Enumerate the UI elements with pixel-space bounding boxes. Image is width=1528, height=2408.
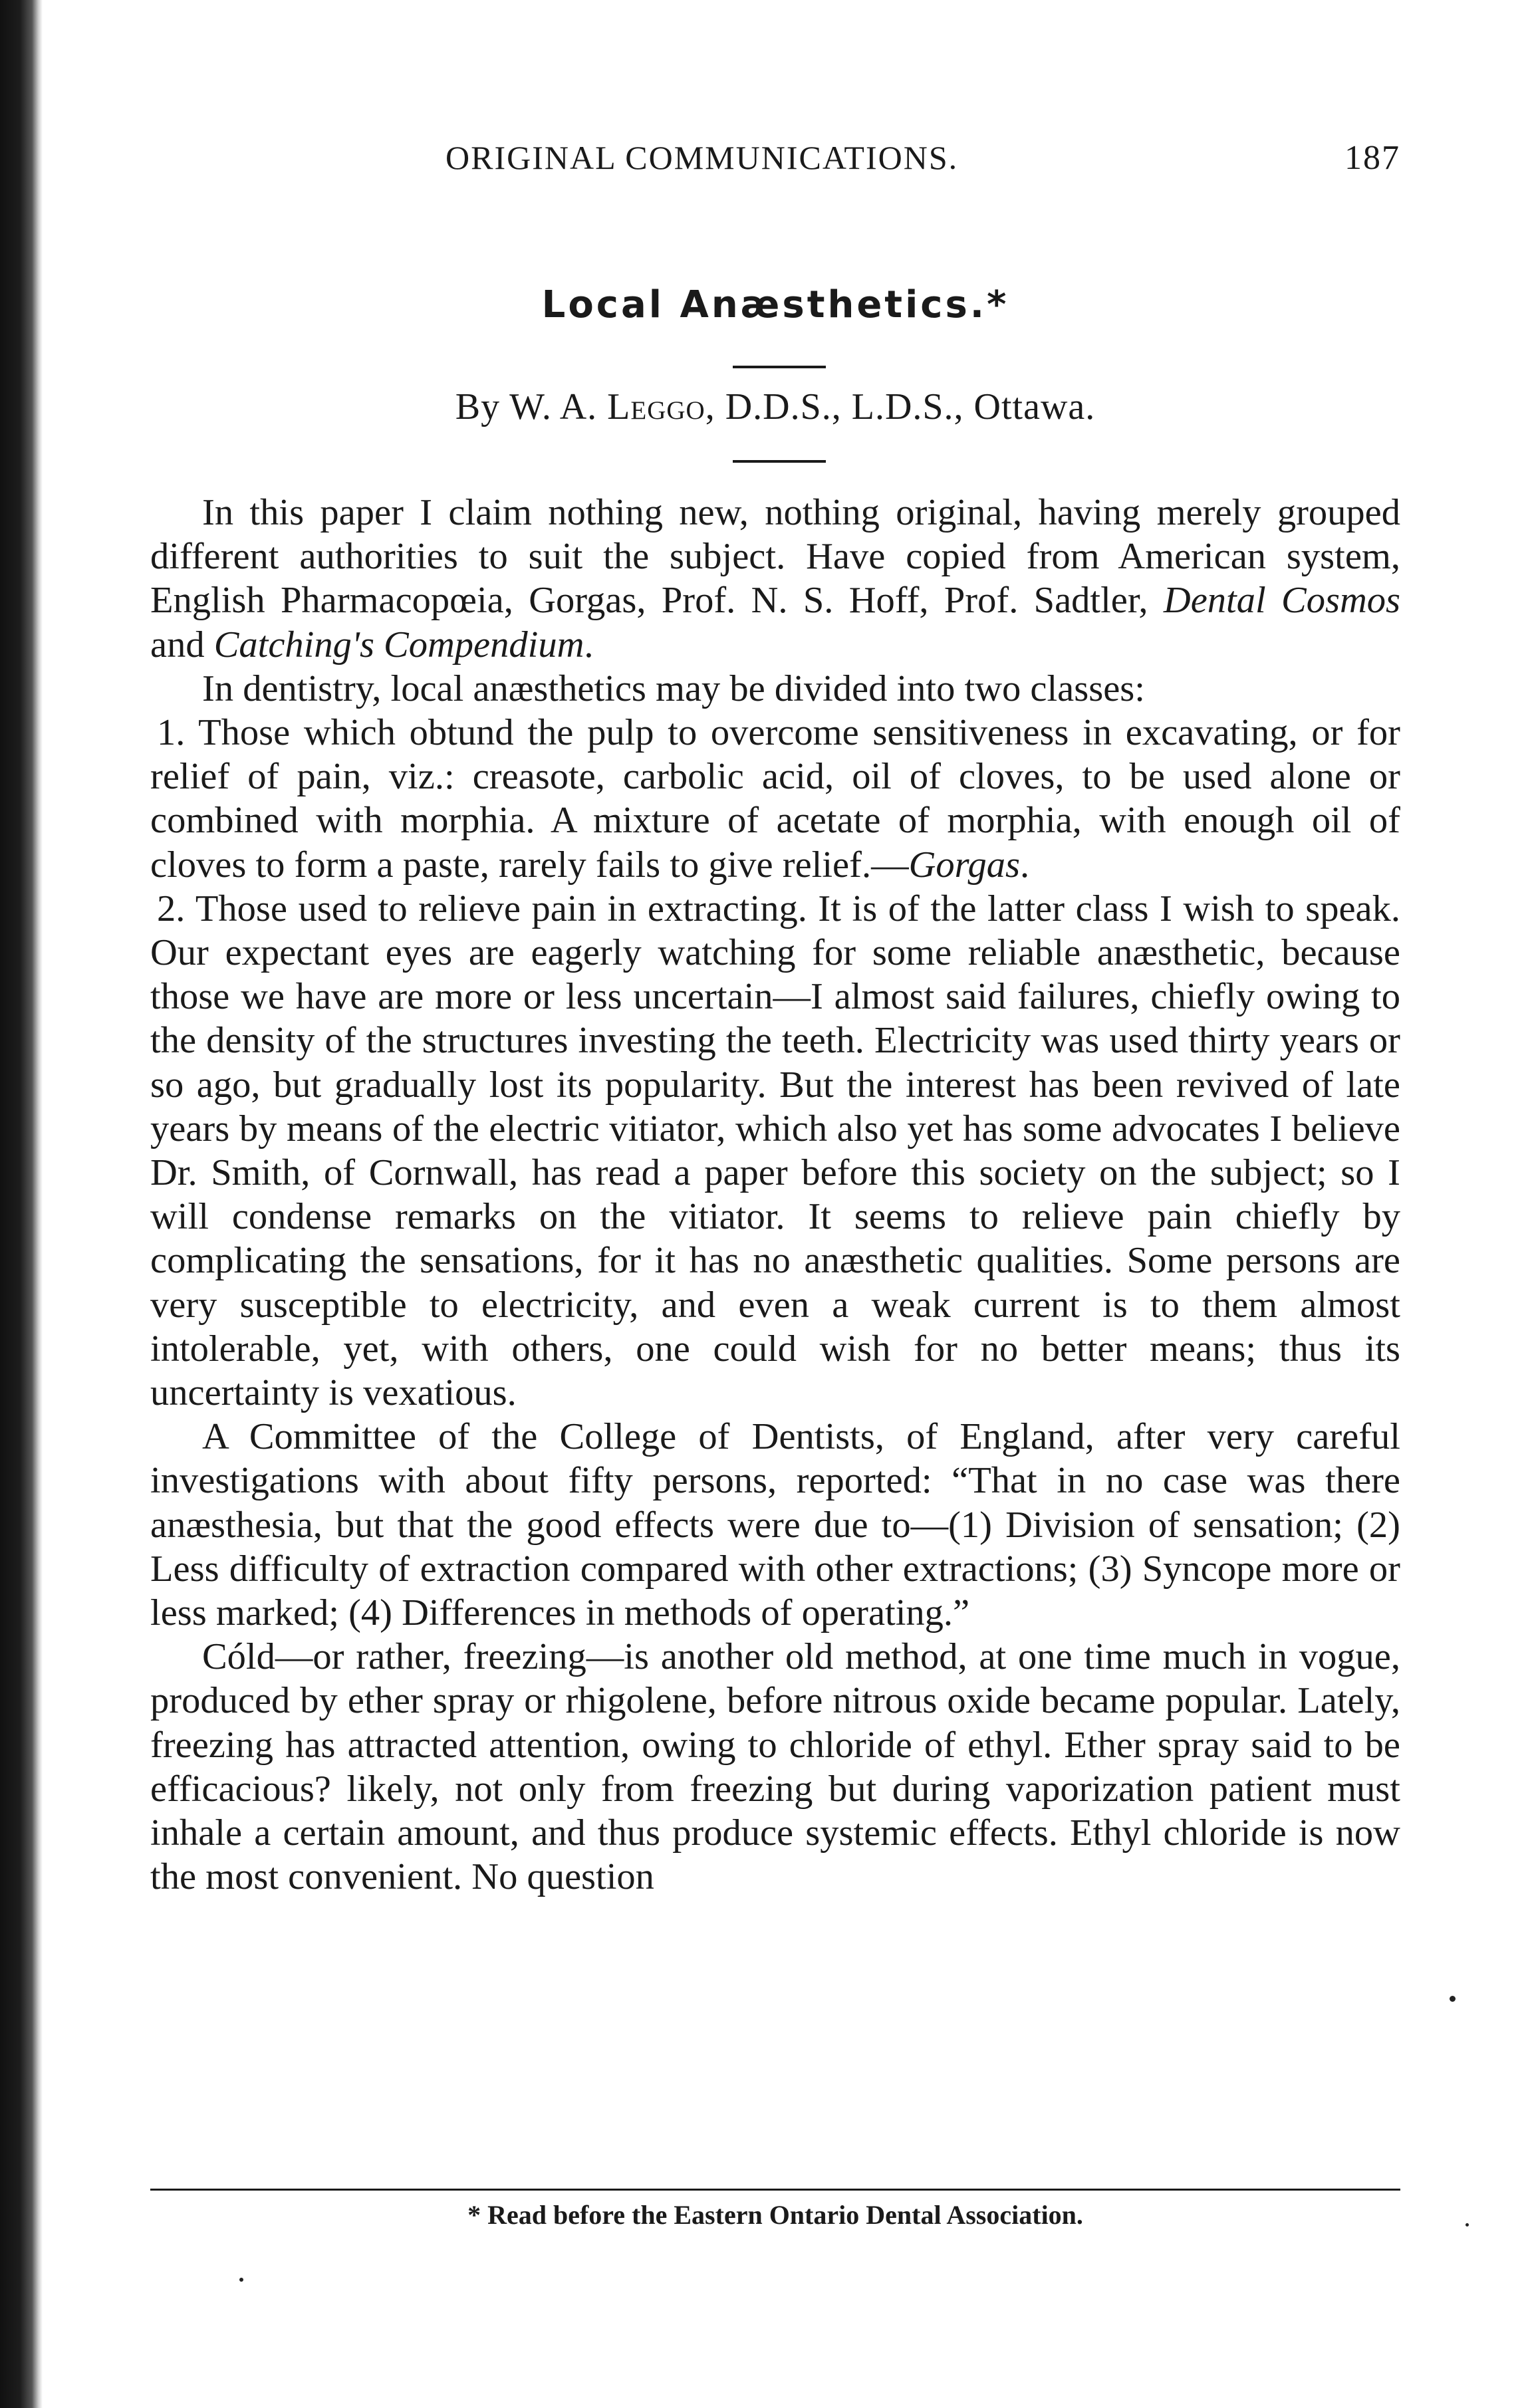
byline-surname: Leggo <box>607 386 705 427</box>
paragraph-class-two: 2. Those used to relieve pain in extracting. It is of the latter class I wish to speak. Our expectant eyes are eagerly watching for some reliable anæsthetic, because those we have are more or less uncertain—I almost said failures, chiefly owing to the density of the structures investing the teeth. Electricity was used thirty years or so ago, but gradually lost its popularity. But the interest has been revived of late years by means of the electric vitiator, which also yet has some advocates I believe Dr. Smith, of Cornwall, has read a paper before this society on the subject; so I will condense remarks on the vitiator. It seems to relieve pain chiefly by complicating the sensations, for it has no anæsthetic qualities. Some persons are very susceptible to electricity, and even a weak current is to them almost intolerable, yet, with others, one could wish for no better means; thus its uncertainty is vexatious. <box>150 888 1400 1414</box>
citation-gorgas: Gorgas <box>908 844 1021 886</box>
running-head <box>150 138 1400 185</box>
paragraph-intro-joiner: and <box>150 624 214 665</box>
paragraph-class-one <box>150 711 1400 887</box>
page-binding-edge <box>0 0 43 2408</box>
page-number: 187 <box>1344 139 1400 177</box>
paragraph-class-one-end: . <box>1020 844 1030 886</box>
footnote: * Read before the Eastern Ontario Dental Association. <box>467 2200 1083 2230</box>
byline <box>150 386 1400 428</box>
book-page <box>150 0 1400 2408</box>
paragraph-class-one-text: 1. Those which obtund the pulp to overcome sensitiveness in excavating, or for relief of pain, viz.: creasote, carbolic acid, oil of cloves, to be used alone or combined with morphia. A mixture of acetate of morphia, with enough oil of cloves to form a paste, rarely fails to give relief.— <box>150 712 1400 886</box>
title-divider <box>733 366 826 368</box>
paragraph-intro-end: . <box>584 624 594 665</box>
byline-suffix: , D.D.S., L.D.S., Ottawa. <box>705 386 1096 427</box>
print-speck <box>1450 1996 1456 2002</box>
footnote-divider <box>150 2189 1400 2191</box>
running-title: ORIGINAL COMMUNICATIONS. <box>446 139 959 176</box>
paragraph-committee: A Committee of the College of Dentists, of England, after very careful investigations with about fifty persons, reported: “That in no case was there anæsthesia, but that the good effects were due to—(1) Division of sensation; (2) Less difficulty of extraction compared with other extractions; (3) Syncope more or less marked; (4) Differences in methods of operating.” <box>150 1416 1400 1634</box>
paragraph-intro <box>150 491 1400 667</box>
print-speck <box>1465 2223 1469 2227</box>
article-title: Local Anæsthetics.* <box>541 283 1009 326</box>
citation-dental-cosmos: Dental Cosmos <box>1163 580 1400 622</box>
article-body <box>150 491 1400 1899</box>
paragraph-intro-text: In this paper I claim nothing new, nothing original, having merely grouped different authorities to suit the subject. Have copied from American system, English Pharmacopœia, Gorgas, Prof. N. S. Hoff, Prof. Sadtler, <box>150 492 1400 622</box>
print-speck <box>239 2278 243 2282</box>
paragraph-cold: Cóld—or rather, freezing—is another old method, at one time much in vogue, produced by ether spray or rhigolene, before nitrous oxide became popular. Lately, freezing has attracted attention, owing to chloride of ethyl. Ether spray said to be efficacious? likely, not only from freezing but during vaporization patient must inhale a certain amount, and thus produce systemic effects. Ethyl chloride is now the most convenient. No question <box>150 1636 1400 1898</box>
paragraph-classes: In dentistry, local anæsthetics may be divided into two classes: <box>202 667 1145 709</box>
byline-prefix: By W. A. <box>455 386 608 427</box>
byline-divider <box>733 460 826 463</box>
citation-catchings-compendium: Catching's Compendium <box>213 624 584 665</box>
